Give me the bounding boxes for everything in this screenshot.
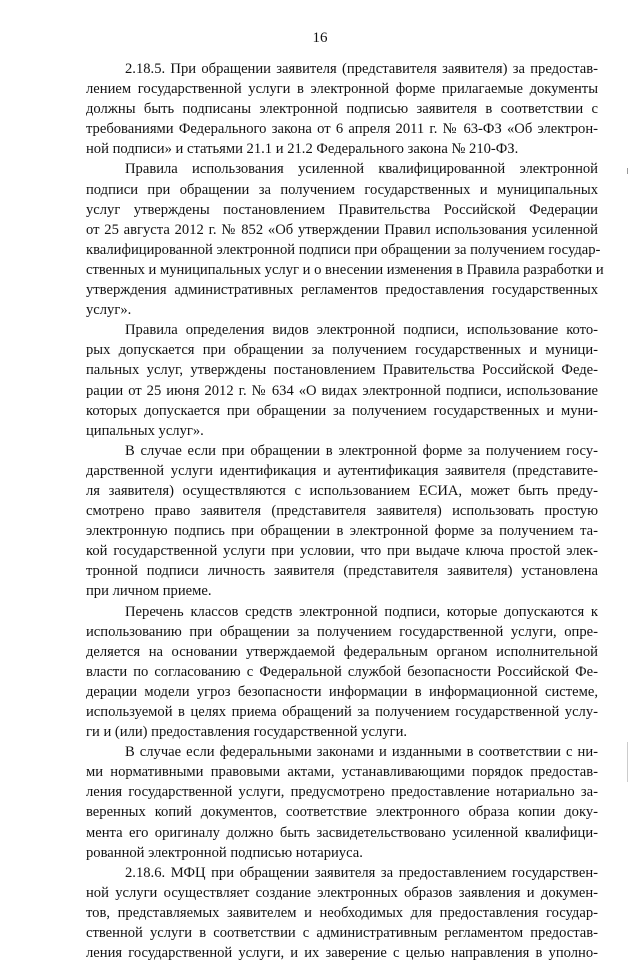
text-line: ля заявителя) осуществляются с использованием ЕСИА, может быть преду- xyxy=(86,482,598,499)
text-line: ственной услуги в соответствии с административным регламентом предостав- xyxy=(86,925,598,942)
text-line: должны быть подписаны электронной подписью заявителя в соответствии с xyxy=(86,101,598,118)
text-line: ления государственной услуги, предусмотрено предоставление нотариально за- xyxy=(86,784,598,801)
text-line: Правила использования усиленной квалифицированной электронной xyxy=(125,161,598,178)
text-line: кой государственной услуги при условии, что при выдаче ключа простой элек- xyxy=(86,543,598,560)
text-line: пальных услуг, утверждены постановлением Правительства Российской Феде- xyxy=(86,362,598,379)
text-line: от 25 августа 2012 г. № 852 «Об утверждении Правил использования усиленной xyxy=(86,221,598,238)
text-line: В случае если при обращении в электронной форме за получением госу- xyxy=(125,442,598,459)
text-line: подписи при обращении за получением государственных и муниципальных xyxy=(86,181,598,198)
text-line: рации от 25 июня 2012 г. № 634 «О видах электронной подписи, использование xyxy=(86,382,598,399)
text-line: мента его оригиналу должно быть засвидетельствовано усиленной квалифици- xyxy=(86,824,598,841)
text-line: при личном приеме. xyxy=(86,583,212,600)
scan-artifact-mark xyxy=(627,742,628,782)
text-line: рованной электронной подписью нотариуса. xyxy=(86,844,363,861)
text-line: 2.18.6. МФЦ при обращении заявителя за предоставлением государствен- xyxy=(125,864,598,881)
text-line: деляется на основании утверждаемой федеральным органом исполнительной xyxy=(86,643,598,660)
text-line: ги и (или) предоставления государственной услуги. xyxy=(86,724,408,741)
text-line: ной услуги осуществляет создание электронных образов заявления и докумен- xyxy=(86,884,598,901)
text-line: услуг». xyxy=(86,302,132,319)
text-line: квалифицированной электронной подписи при обращении за получением государ- xyxy=(86,241,601,258)
text-line: тов, представляемых заявителем и необходимых для предоставления государ- xyxy=(86,904,598,921)
text-line: утверждения административных регламентов предоставления государственных xyxy=(86,282,598,299)
text-line: ми нормативными правовыми актами, устанавливающими порядок предостав- xyxy=(86,764,598,781)
text-line: ления государственной услуги, и их заверение с целью направления в уполно- xyxy=(86,945,598,962)
text-line: дерации модели угроз безопасности информации в информационной системе, xyxy=(86,683,598,700)
text-line: смотрено право заявителя (представителя заявителя) использовать простую xyxy=(86,503,598,520)
text-line: Перечень классов средств электронной подписи, которые допускаются к xyxy=(125,603,598,620)
text-line: услуг утверждены постановлением Правительства Российской Федерации xyxy=(86,201,598,218)
text-line: использованию при обращении за получением государственной услуги, опре- xyxy=(86,623,598,640)
page-number: 16 xyxy=(312,30,328,46)
text-line: дарственной услуги идентификация и аутентификация заявителя (представите- xyxy=(86,462,598,479)
scan-artifact-mark xyxy=(627,168,628,174)
text-line: требованиями Федерального закона от 6 апреля 2011 г. № 63-ФЗ «Об электрон- xyxy=(86,121,598,138)
text-line: которых допускается при обращении за получением государственных и муни- xyxy=(86,402,598,419)
text-line: ственных и муниципальных услуг и о внесении изменения в Правила разработки и xyxy=(86,261,604,278)
text-line: 2.18.5. При обращении заявителя (представителя заявителя) за предостав- xyxy=(125,61,598,77)
text-line: веренных копий документов, соответствие электронного образа копии доку- xyxy=(86,804,598,821)
text-line: рых допускается при обращении за получением государственных и муници- xyxy=(86,342,598,359)
text-line: власти по согласованию с Федеральной службой безопасности Российской Фе- xyxy=(86,663,598,680)
document-body xyxy=(86,59,604,963)
text-line: Правила определения видов электронной подписи, использование кото- xyxy=(125,322,598,339)
text-line: лением государственной услуги в электронной форме прилагаемые документы xyxy=(86,81,598,98)
text-line: используемой в целях приема обращений за получением государственной услу- xyxy=(86,704,598,720)
text-line: электронную подпись при обращении в электронной форме за получением та- xyxy=(86,523,598,540)
text-line: тронной подписи личность заявителя (представителя заявителя) установлена xyxy=(86,563,598,580)
text-line: В случае если федеральными законами и изданными в соответствии с ни- xyxy=(125,744,598,761)
text-line: ципальных услуг». xyxy=(86,422,204,439)
text-line: ной подписи» и статьями 21.1 и 21.2 Федерального закона № 210-ФЗ. xyxy=(86,141,519,158)
